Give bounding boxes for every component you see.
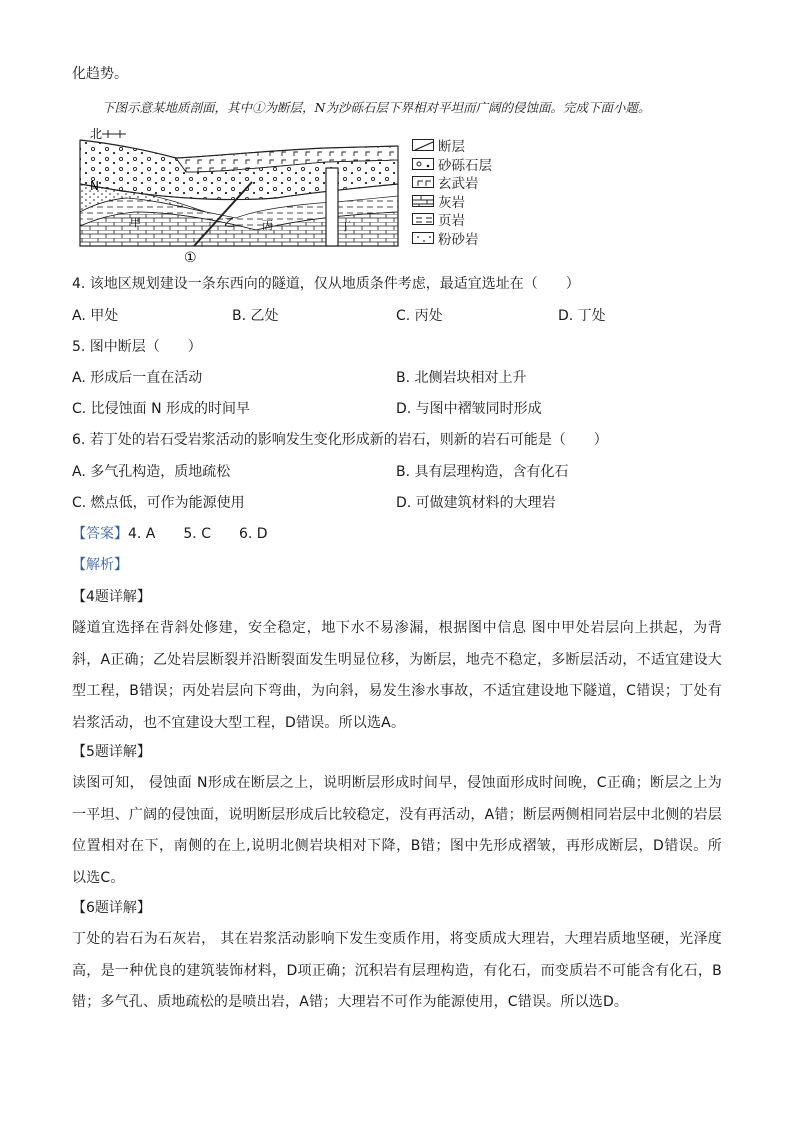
legend-label: 页岩	[438, 213, 465, 230]
detail-6-heading: 【6题详解】	[72, 900, 151, 916]
detail-4-heading: 【4题详解】	[72, 589, 151, 605]
label-ding: 丁	[340, 220, 351, 233]
figure-legend	[412, 136, 492, 247]
q4-option-d: D. 丁处	[558, 308, 606, 324]
answer-label: 【答案】	[72, 526, 128, 542]
label-yi: 乙	[224, 216, 235, 229]
basalt-swatch-icon	[412, 176, 434, 188]
answer-line	[72, 524, 268, 544]
question-4-stem: 4. 该地区规划建设一条东西向的隧道，仅从地质条件考虑，最适宜选址在（ ）	[72, 276, 580, 292]
detail-6-text: 丁处的岩石为石灰岩， 其在岩浆活动影响下发生变质作用，将变质成大理岩，大理岩质地坚硬，光泽度高，是一种优良的建筑装饰材料，D项正确；沉积岩有层理构造，有化石，而变质岩不可能含有化石，B错；多气孔、质地疏松的是喷出岩，A错；大理岩不可作为能源使用，C错误。所以选D。	[72, 931, 722, 1010]
q4-option-b: B. 乙处	[232, 308, 279, 324]
q4-option-c: C. 丙处	[396, 308, 443, 324]
north-arrow	[102, 130, 126, 138]
legend-label: 玄武岩	[438, 176, 479, 193]
gravel-swatch-icon	[412, 158, 434, 170]
q4-option-a: A. 甲处	[72, 308, 119, 324]
legend-item	[412, 229, 492, 248]
legend-item	[412, 136, 492, 155]
legend-label: 粉砂岩	[438, 231, 479, 248]
q6-option-c: C. 燃点低，可作为能源使用	[72, 495, 245, 511]
legend-item	[412, 155, 492, 174]
limestone-swatch-icon	[412, 195, 434, 207]
q6-option-b: B. 具有层理构造，含有化石	[396, 464, 569, 480]
intrusion-ding	[326, 168, 338, 246]
question-intro: 下图示意某地质剖面，其中①为断层，N为沙砾石层下界相对平坦而广阔的侵蚀面。完成下面小题。	[102, 100, 651, 115]
legend-item	[412, 192, 492, 211]
q5-option-c: C. 比侵蚀面 N 形成的时间早	[72, 401, 251, 417]
detail-5-text: 读图可知， 侵蚀面 N形成在断层之上，说明断层形成时间早，侵蚀面形成时间晚，C正确；断层之上为一平坦、广阔的侵蚀面，说明断层形成后比较稳定，没有再活动，A错；断层两侧相同岩层中北侧的岩层位置相对在下，南侧的在上,说明北侧岩块相对下降，B错；图中先形成褶皱，再形成断层，D错误。所以选C。	[72, 775, 722, 886]
legend-item	[412, 210, 492, 229]
analysis-label: 【解析】	[72, 557, 128, 573]
legend-label: 断层	[438, 139, 465, 156]
continuation-text: 化趋势。	[72, 66, 128, 82]
legend-item	[412, 173, 492, 192]
label-jia: 甲	[130, 216, 141, 229]
q5-option-a: A. 形成后一直在活动	[72, 370, 203, 386]
fault-swatch-icon	[412, 139, 434, 151]
answer-value: 4. A 5. C 6. D	[128, 526, 268, 542]
siltstone-swatch-icon	[412, 232, 434, 244]
north-label: 北	[90, 127, 103, 141]
legend-label: 灰岩	[438, 194, 465, 211]
label-n: N	[90, 179, 99, 193]
legend-label: 砂砾石层	[438, 157, 492, 174]
q5-option-d: D. 与图中褶皱同时形成	[396, 401, 542, 417]
q5-option-b: B. 北侧岩块相对上升	[396, 370, 527, 386]
detail-5-heading: 【5题详解】	[72, 744, 151, 760]
label-fault: ①	[184, 250, 197, 266]
label-bing: 丙	[262, 219, 273, 232]
shale-swatch-icon	[412, 213, 434, 225]
question-5-stem: 5. 图中断层（ ）	[72, 339, 202, 355]
geologic-section-figure	[76, 126, 406, 266]
q6-option-d: D. 可做建筑材料的大理岩	[396, 495, 556, 511]
question-6-stem: 6. 若丁处的岩石受岩浆活动的影响发生变化形成新的岩石，则新的岩石可能是（ ）	[72, 432, 608, 448]
detail-4-text: 隧道宜选择在背斜处修建，安全稳定，地下水不易渗漏，根据图中信息 图中甲处岩层向上拱起，为背斜，A正确；乙处岩层断裂并沿断裂面发生明显位移，为断层，地壳不稳定，多断层活动，不适宜建设大型工程，B错误；丙处岩层向下弯曲，为向斜，易发生渗水事故，不适宜建设地下隧道，C错误；丁处有岩浆活动，也不宜建设大型工程，D错误。所以选A。	[72, 620, 722, 731]
q6-option-a: A. 多气孔构造，质地疏松	[72, 464, 231, 480]
